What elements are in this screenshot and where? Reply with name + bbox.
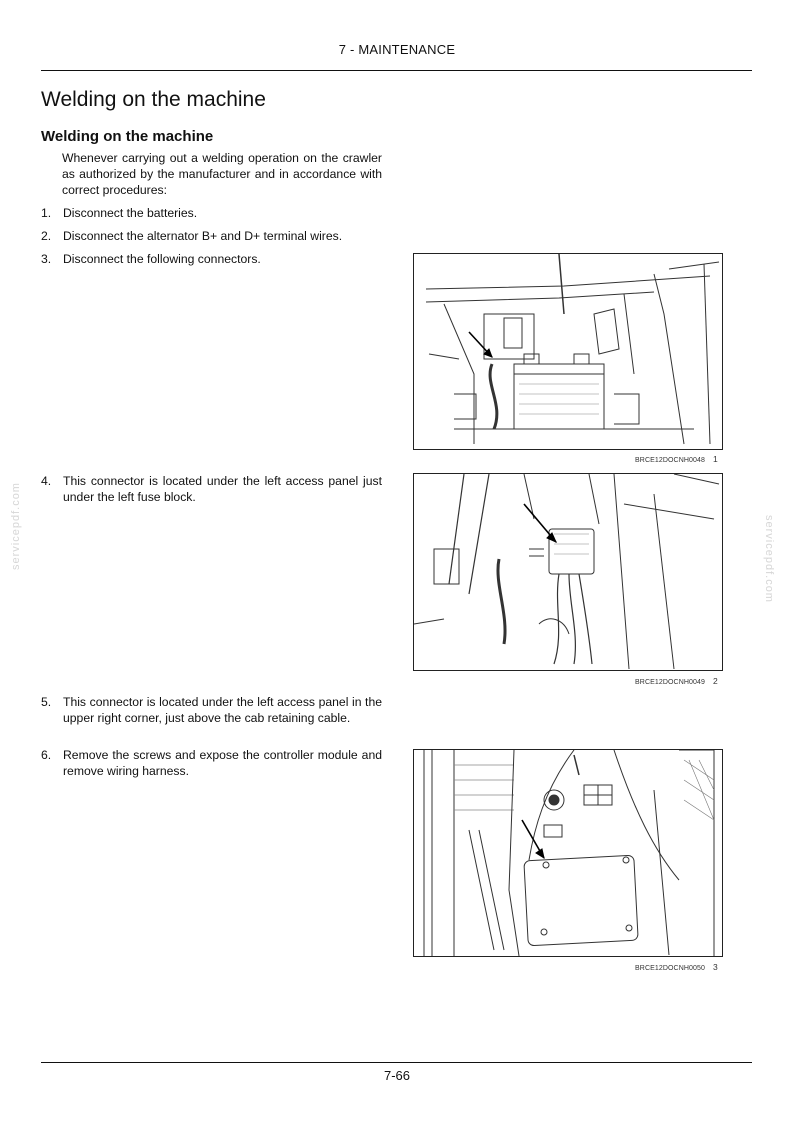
running-header: 7 - MAINTENANCE <box>338 42 456 57</box>
header-rule <box>41 70 752 71</box>
step-text: Disconnect the batteries. <box>63 206 198 220</box>
step-text: This connector is located under the left access panel just under the left fuse block. <box>63 474 382 504</box>
step-3 <box>41 251 382 267</box>
figure-3-controller-module <box>413 749 723 957</box>
step-number: 5. <box>41 695 52 709</box>
step-text: Disconnect the following connectors. <box>63 252 261 266</box>
step-number: 2. <box>41 229 52 243</box>
figure-number: 1 <box>713 454 718 464</box>
step-1 <box>41 205 382 221</box>
step-text: Remove the screws and expose the controller module and remove wiring harness. <box>63 748 382 778</box>
figure-code: BRCE12DOCNH0048 <box>635 457 705 464</box>
step-number: 3. <box>41 252 52 266</box>
figure-2-caption <box>413 676 723 686</box>
step-text: This connector is located under the left access panel in the upper right corner, just above the cab retaining cable. <box>63 695 382 725</box>
figure-3-caption <box>413 962 723 972</box>
intro-paragraph: Whenever carrying out a welding operation on the crawler as authorized by the manufacturer and in accordance with correct procedures: <box>62 151 382 197</box>
footer-rule <box>41 1062 752 1063</box>
step-6 <box>41 747 382 779</box>
step-text: Disconnect the alternator B+ and D+ terminal wires. <box>63 229 343 243</box>
page-title: Welding on the machine <box>41 88 266 111</box>
step-4 <box>41 473 382 505</box>
figure-code: BRCE12DOCNH0049 <box>635 679 705 686</box>
figure-2-fuse-block-connector <box>413 473 723 671</box>
figure-1-battery-area <box>413 253 723 450</box>
step-5 <box>41 694 382 726</box>
figure-code: BRCE12DOCNH0050 <box>635 965 705 972</box>
watermark-right: servicepdf.com <box>763 515 775 603</box>
figure-1-caption <box>413 454 723 464</box>
step-number: 6. <box>41 748 52 762</box>
step-2 <box>41 228 382 244</box>
watermark-left: servicepdf.com <box>10 482 22 570</box>
step-number: 1. <box>41 206 52 220</box>
figure-number: 2 <box>713 676 718 686</box>
step-number: 4. <box>41 474 52 488</box>
section-title: Welding on the machine <box>41 128 214 145</box>
figure-number: 3 <box>713 962 718 972</box>
page-number: 7-66 <box>383 1068 411 1083</box>
